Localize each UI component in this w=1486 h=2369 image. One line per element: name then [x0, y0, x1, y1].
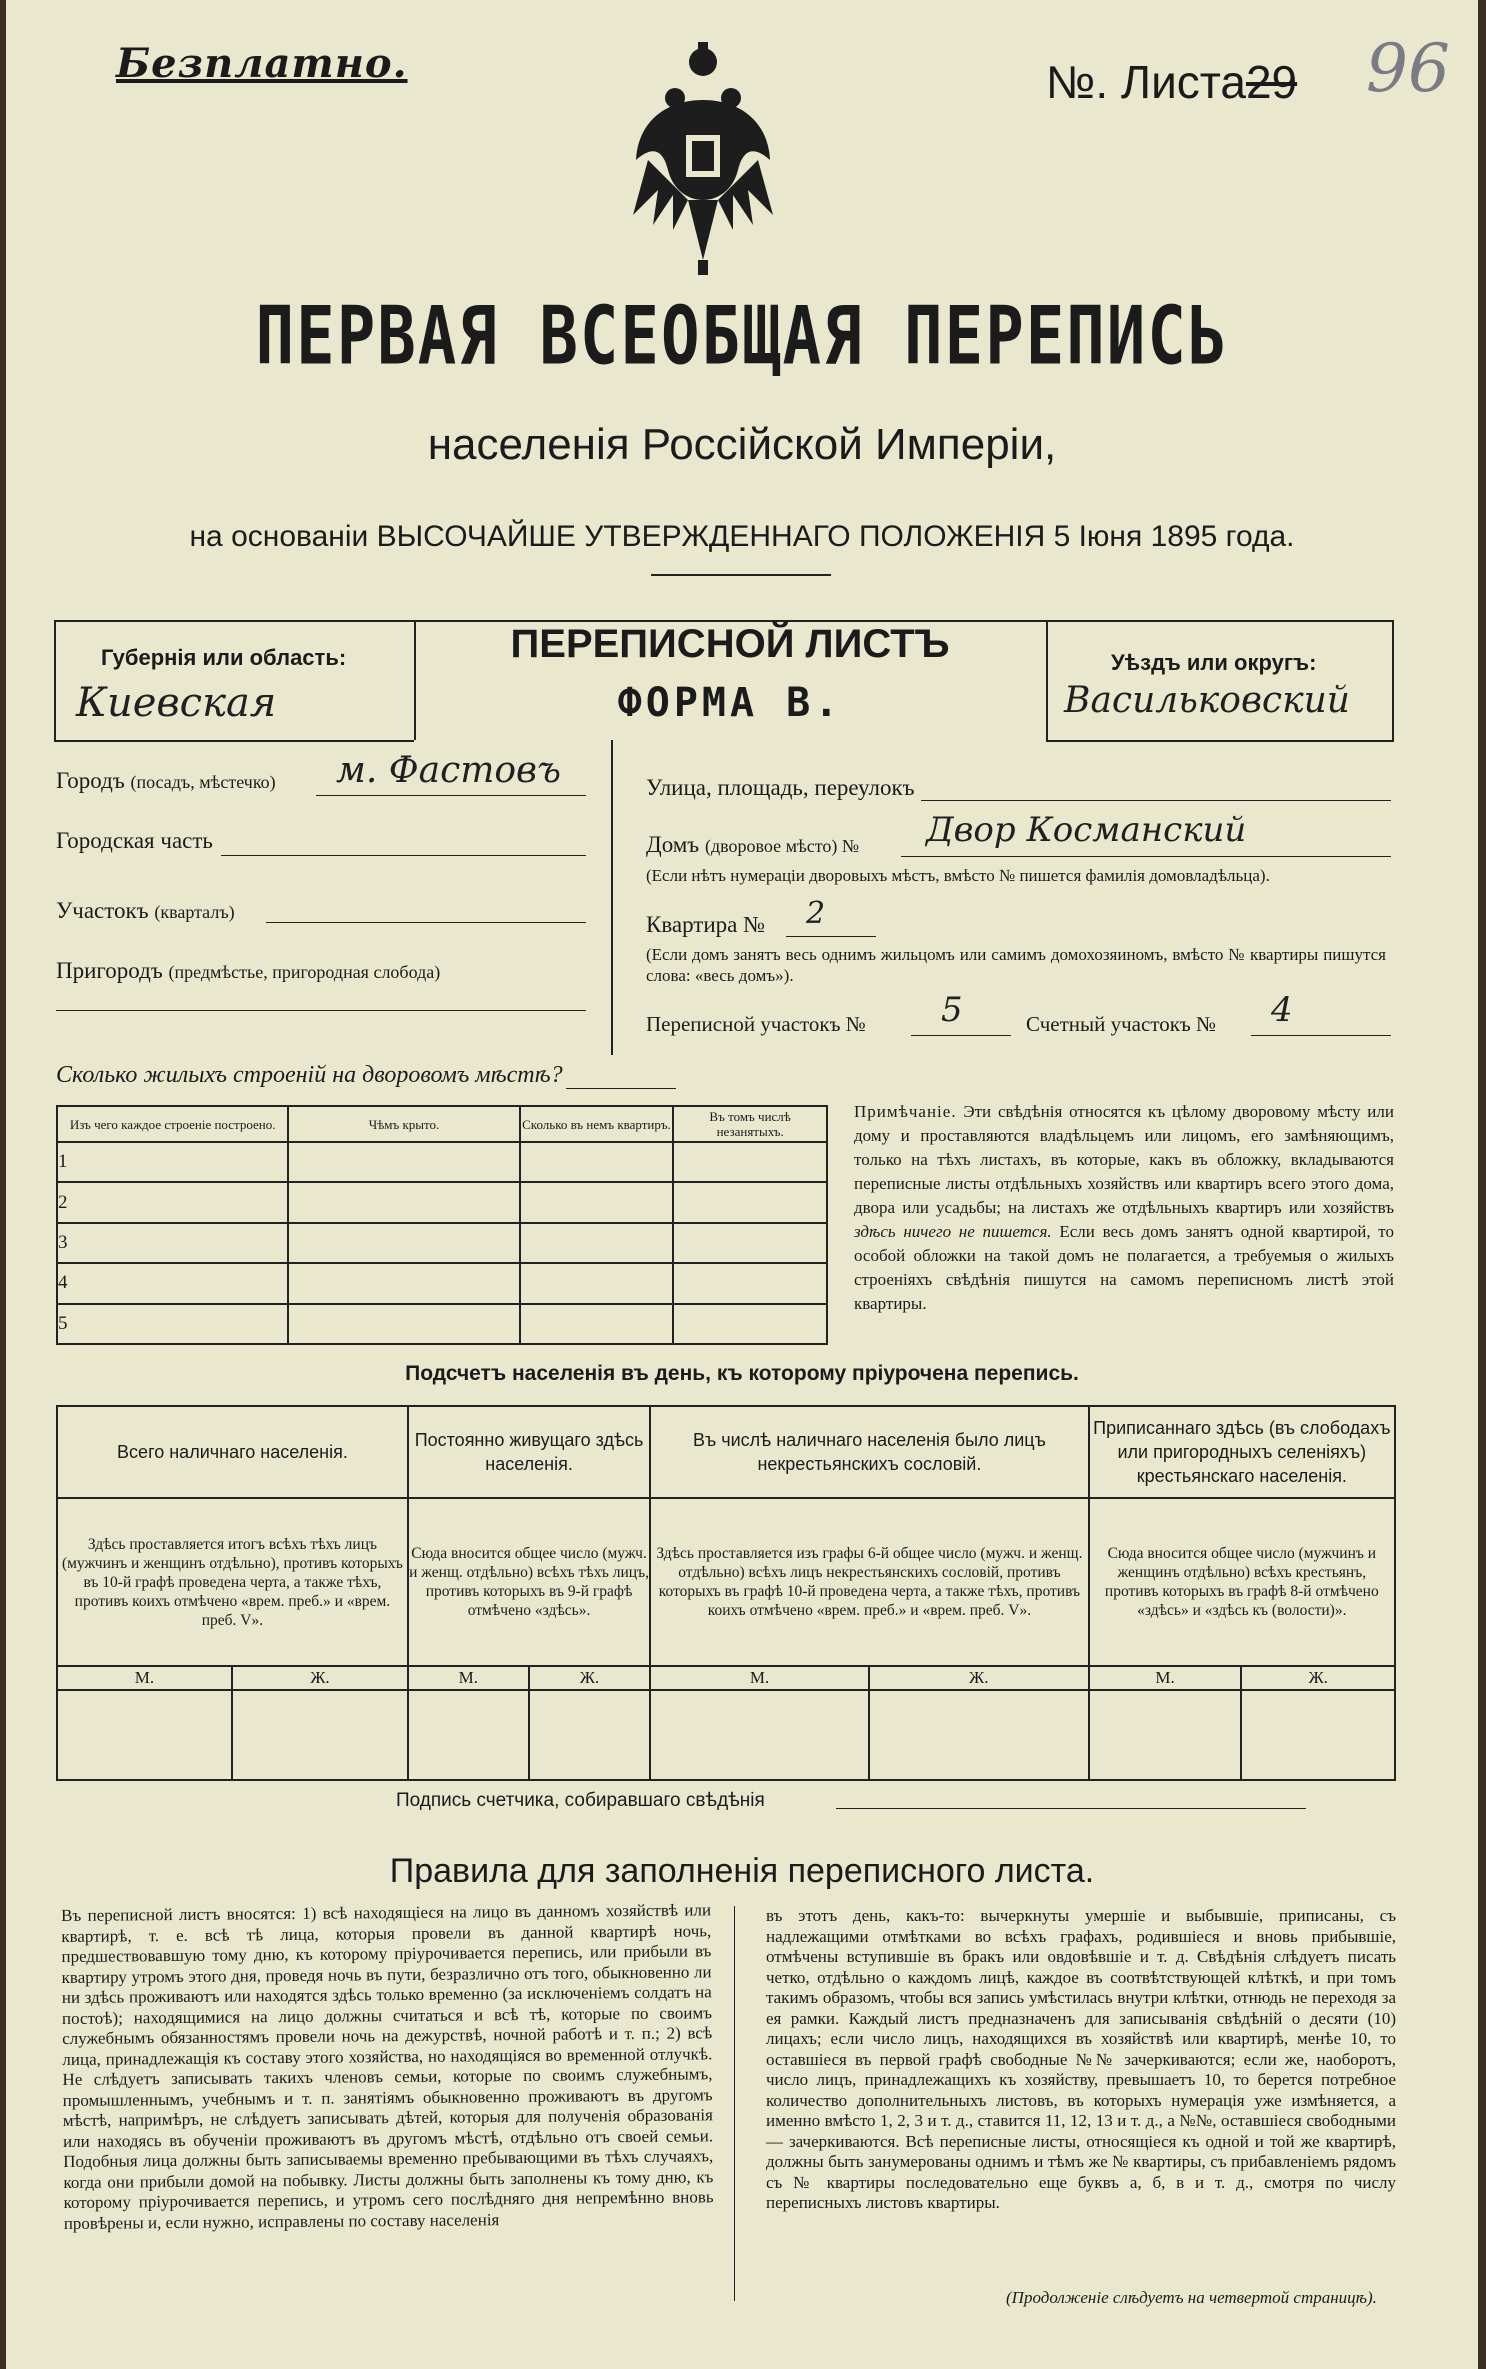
count-district-value: 4	[1271, 990, 1293, 1030]
table-row: 3	[57, 1223, 827, 1263]
rules-title: Правила для заполненія переписного листа.	[389, 1852, 1095, 1890]
form-letter: ФОРМА В.	[617, 680, 843, 726]
suburb-note: (предмѣстье, пригородная слобода)	[168, 962, 441, 982]
count-text-present: Здѣсь проставляется итогъ всѣхъ тѣхъ лицъ (мужчинъ и женщинъ отдѣльно), противъ которыхъ въ 10-й графѣ проведена черта, а также тѣхъ, противъ коихъ отмѣчено «врем. преб.» и «врем. преб. V».	[57, 1498, 408, 1666]
suburb-field	[56, 958, 440, 984]
precinct-field	[56, 898, 235, 924]
population-count-table: Всего наличнаго населенія. Постоянно живущаго здѣсь населенія. Въ числѣ наличнаго населенія было лицъ некрестьянскихъ сословій. Приписаннаго здѣсь (въ слободахъ или пригородныхъ селеніяхъ) крестьянскаго населенія. Здѣсь проставляется итогъ всѣхъ тѣхъ лицъ (мужчинъ и женщинъ отдѣльно), противъ которыхъ въ 10-й графѣ проведена черта, а также тѣхъ, противъ коихъ отмѣчено «врем. преб.» и «врем. преб. V». Сюда вносится общее число (мужч. и женщ. отдѣльно) всѣхъ тѣхъ лицъ, противъ которыхъ въ 9-й графѣ отмѣчено «здѣсь». Здѣсь проставляется изъ графы 6-й общее число (мужч. и женщ. отдѣльно) всѣхъ лицъ некрестьянскихъ сословій, противъ которыхъ въ графѣ 10-й проведена черта, а также тѣхъ, противъ коихъ отмѣчено «врем. преб.» и «врем. преб. V». Сюда вносится общее число (мужчинъ и женщинъ отдѣльно) всѣхъ крестьянъ, противъ которыхъ въ графѣ 8-й отмѣчено «здѣсь» и «здѣсь къ (волости)». М. Ж. М. Ж. М. Ж. М. Ж.	[56, 1405, 1396, 1781]
form-title: ПЕРЕПИСНОЙ ЛИСТЪ	[510, 622, 950, 666]
census-district-label: Переписной участокъ №	[646, 1012, 866, 1036]
count-head-non-peasant: Въ числѣ наличнаго населенія было лицъ некрестьянскихъ сословій.	[650, 1406, 1088, 1498]
remark-emphasis: здѣсь ничего не пишется.	[854, 1222, 1052, 1241]
count-text-non-peasant: Здѣсь проставляется изъ графы 6-й общее число (мужч. и женщ. отдѣльно) всѣхъ лицъ некрестьянскихъ сословій, противъ которыхъ въ графѣ 10-й проведена черта, а также тѣхъ, противъ коихъ отмѣчено «врем. преб.» и «врем. преб. V».	[650, 1498, 1088, 1666]
table-row: 4	[57, 1263, 827, 1303]
remark-label: Примѣчаніе.	[854, 1102, 957, 1121]
census-title: ПЕРВАЯ ВСЕОБЩАЯ ПЕРЕПИСЬ	[255, 290, 1229, 384]
apartment-hint: (Если домъ занятъ весь однимъ жильцомъ или самимъ домохозяиномъ, вмѣсто № квартиры пишутся слова: «весь домъ»).	[646, 945, 1386, 985]
free-label: Безплатно.	[116, 40, 408, 87]
gubernia-value: Киевская	[76, 680, 277, 726]
sheet-number-struck: 29	[1245, 56, 1298, 108]
buildings-col-roof: Чѣмъ крыто.	[288, 1106, 519, 1142]
count-text-permanent: Сюда вносится общее число (мужч. и женщ. отдѣльно) всѣхъ тѣхъ лицъ, противъ которыхъ въ 9-й графѣ отмѣчено «здѣсь».	[408, 1498, 650, 1666]
buildings-col-material: Изъ чего каждое строеніе построено.	[57, 1106, 288, 1142]
census-subtitle: населенія Россійской Имперіи,	[427, 420, 1057, 469]
street-label: Улица, площадь, переулокъ	[646, 775, 915, 800]
count-head-permanent: Постоянно живущаго здѣсь населенія.	[408, 1406, 650, 1498]
count-title: Подсчетъ населенія въ день, къ которому пріурочена перепись.	[405, 1362, 1079, 1385]
city-value: м. Фастовъ	[336, 750, 561, 791]
count-district-label: Счетный участокъ №	[1026, 1012, 1217, 1036]
city-field	[56, 768, 276, 794]
city-part-label: Городская часть	[56, 828, 213, 853]
title-divider	[651, 574, 831, 576]
precinct-label: Участокъ	[56, 898, 149, 923]
count-head-present: Всего наличнаго населенія.	[57, 1406, 408, 1498]
buildings-question: Сколько жилыхъ строеній на дворовомъ мѣстѣ?	[56, 1062, 563, 1088]
rules-continued: (Продолженіе слѣдуетъ на четвертой страницѣ).	[1006, 2288, 1377, 2307]
remark-text-2: Если весь домъ занятъ одной квартирой, то особой обложки на такой домъ не полагается, а требуемыя о жилыхъ строеніяхъ свѣдѣнія пишутся на самомъ переписномъ листѣ этой квартиры.	[854, 1222, 1395, 1313]
house-hint: (Если нѣтъ нумераціи дворовыхъ мѣстъ, вмѣсто № пишется фамилія домовладѣльца).	[646, 866, 1270, 885]
suburb-label: Пригородъ	[56, 958, 163, 983]
city-label: Городъ	[56, 768, 125, 793]
house-note: (дворовое мѣсто) №	[704, 836, 860, 856]
enumerator-signature-label: Подпись счетчика, собиравшаго свѣдѣнія	[396, 1790, 765, 1811]
table-row: 5	[57, 1304, 827, 1344]
city-note: (посадъ, мѣстечко)	[130, 772, 276, 792]
uezd-value: Васильковский	[1064, 680, 1350, 721]
census-basis: на основаніи ВЫСОЧАЙШЕ УТВЕРЖДЕННАГО ПОЛОЖЕНІЯ 5 Іюня 1895 года.	[189, 520, 1295, 553]
house-label: Домъ	[646, 832, 700, 857]
pencil-sheet-number: 96	[1366, 30, 1450, 107]
sheet-number-label: №. Листа	[1046, 56, 1246, 108]
buildings-table	[56, 1105, 828, 1345]
precinct-note: (кварталъ)	[154, 902, 235, 922]
rules-right-column: въ этотъ день, какъ-то: вычеркнуты умершіе и выбывшіе, приписаны, съ надлежащими отмѣтками во всѣхъ графахъ, родившіеся и вновь прибывшіе, отмѣчены вступившіе въ бракъ или овдовѣвшіе и т. д. Свѣдѣнія слѣдуетъ писать четко, отдѣльно о каждомъ лицѣ, каждое въ соотвѣтствующей клѣткѣ, и при томъ такимъ образомъ, чтобы вся запись умѣстилась внутри клѣтки, отнюдь не переходя за ея рамки. Каждый листъ предназначенъ для записыванія свѣдѣній о десяти (10) лицахъ; если число лицъ, находящихся въ хозяйствѣ или квартирѣ, менѣе 10, то оставшіеся въ первой графѣ свободные №№ зачеркиваются; если же, наоборотъ, число лицъ, принадлежащихъ къ хозяйству, превышаетъ 10, то берется потребное количество дополнительныхъ листовъ, въ которыхъ нумерація уже измѣняется, а именно вмѣсто 1, 2, 3 и т. д., ставится 11, 12, 13 и т. д., а №№, оставшіеся свободными — зачеркиваются. Всѣ переписные листы, относящіеся къ одной и той же квартирѣ, должны быть занумерованы однимъ и тѣмъ же № квартиры, съ прибавленіемъ рядомъ съ № квартиры последовательно еще буквъ а, б, в и т. д., смотря по числу переписныхъ листовъ квартиры.	[766, 1906, 1396, 2212]
house-value: Двор Косманский	[926, 810, 1247, 850]
buildings-col-apartments: Сколько въ немъ квартиръ.	[520, 1106, 674, 1142]
apartment-value: 2	[806, 896, 826, 931]
count-values-row	[57, 1690, 1395, 1780]
remark-note	[854, 1100, 1394, 1316]
remark-text: Эти свѣдѣнія относятся къ цѣлому дворовому мѣсту или дому и проставляются владѣльцемъ или лицомъ, его замѣняющимъ, только на тѣхъ листахъ, въ которые, какъ въ обложку, вкладываются переписные листы отдѣльныхъ хозяйствъ или квартиръ всего этого дома, двора или усадьбы; на листахъ же отдѣльныхъ квартиръ или хозяйствъ	[854, 1102, 1394, 1217]
table-row: 1	[57, 1142, 827, 1182]
census-sheet	[6, 0, 1478, 2369]
apartment-label: Квартира №	[646, 912, 766, 937]
sheet-number	[1046, 55, 1297, 109]
count-head-registered-peasant: Приписаннаго здѣсь (въ слободахъ или пригородныхъ селеніяхъ) крестьянскаго населенія.	[1089, 1406, 1395, 1498]
table-row: 2	[57, 1182, 827, 1222]
count-text-registered-peasant: Сюда вносится общее число (мужчинъ и женщинъ отдѣльно) всѣхъ крестьянъ, противъ которыхъ въ графѣ 8-й отмѣчено «здѣсь» и «здѣсь къ (волости)».	[1089, 1498, 1395, 1666]
double-headed-eagle-icon	[628, 40, 778, 280]
gubernia-label: Губернія или область:	[101, 645, 347, 670]
rules-left-column: Въ переписной листъ вносятся: 1) всѣ находящіеся на лицо въ данномъ хозяйствѣ или квартирѣ, т. е. всѣ тѣ лица, которыя провели въ данной квартирѣ ночь, предшествовавшую тому дню, къ которому пріурочивается перепись, или прибыли въ квартиру утромъ этого дня, проведя ночь въ пути, безразлично отъ того, обыкновенно ли ни здѣсь проживаютъ или находятся здѣсь только временно (за исключеніемъ солдатъ на постоѣ); находящимися на лицо должны считаться и всѣ тѣ, которые по своимъ служебнымъ обязанностямъ провели ночь на дежурствѣ, ночной работѣ и т. п.; 2) всѣ лица, принадлежащія къ составу этого хозяйства, но находящіяся во временной отлучкѣ. Не слѣдуетъ записывать такихъ членовъ семьи, которые по своимъ служебнымъ, промышленнымъ, учебнымъ и т. п. занятіямъ обыкновенно проживаютъ въ другомъ мѣстѣ, напримѣръ, не слѣдуетъ записывать дѣтей, которыя для полученія образованія или находясь въ обученіи проживаютъ въ другомъ мѣстѣ, отдѣльно отъ своей семьи. Подобныя лица должны быть записываемы временно пребывающими въ тѣхъ случаяхъ, когда они прибыли домой на побывку. Листы должны быть заполнены къ тому дню, къ которому пріурочивается перепись, и утромъ сего послѣдняго дня непремѣнно вновь провѣрены и, если нужно, исправлены по составу населенія	[61, 1900, 714, 2233]
buildings-col-vacant: Въ томъ числѣ незанятыхъ.	[673, 1106, 827, 1142]
census-district-value: 5	[941, 990, 963, 1030]
uezd-label: Уѣздъ или округъ:	[1111, 650, 1317, 675]
house-field	[646, 832, 859, 858]
